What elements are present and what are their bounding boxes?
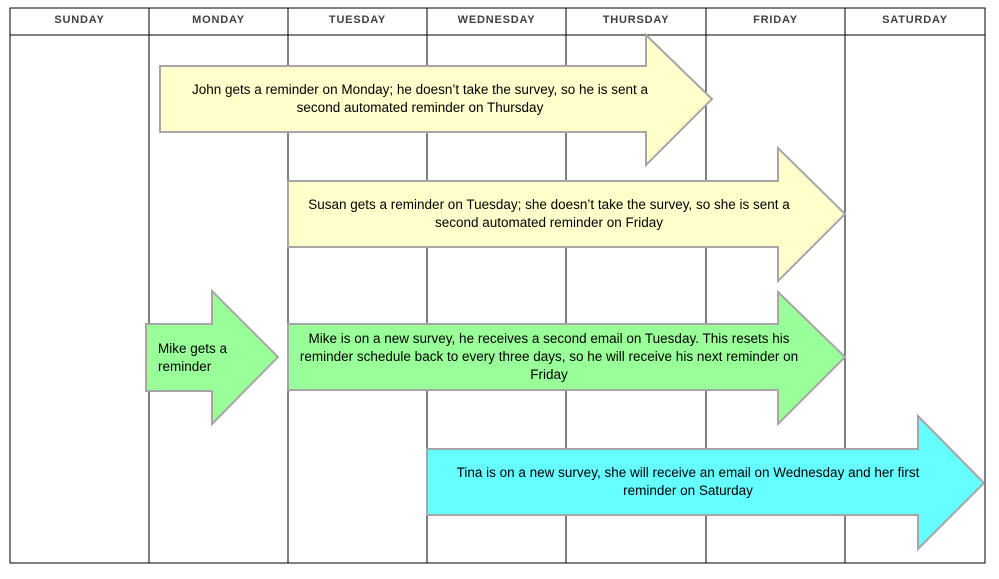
day-header-sunday: SUNDAY [54, 14, 105, 26]
day-header-thursday: THURSDAY [602, 14, 670, 26]
day-header-friday: FRIDAY [753, 14, 798, 26]
day-header-wednesday: WEDNESDAY [457, 14, 536, 26]
arrow-mike-text: Mike is on a new survey, he receives a second email on Tuesday. This resets his reminder schedule back to every three days, so he will receive his next reminder on Friday [299, 331, 799, 382]
day-header-saturday: SATURDAY [882, 14, 948, 26]
arrow-john-text: John gets a reminder on Monday; he doesn’t take the survey, so he is sent a second automated reminder on Thursday [191, 82, 648, 115]
day-header-tuesday: TUESDAY [328, 14, 387, 26]
arrow-tina-text: Tina is on a new survey, she will receive an email on Wednesday and her first reminder on Saturday [456, 465, 920, 498]
arrow-susan-text: Susan gets a reminder on Tuesday; she doesn’t take the survey, so she is sent a second automated reminder on Friday [308, 197, 790, 230]
arrow-mike-small-text: Mike gets a reminder [158, 340, 228, 374]
day-header-monday: MONDAY [192, 14, 245, 26]
